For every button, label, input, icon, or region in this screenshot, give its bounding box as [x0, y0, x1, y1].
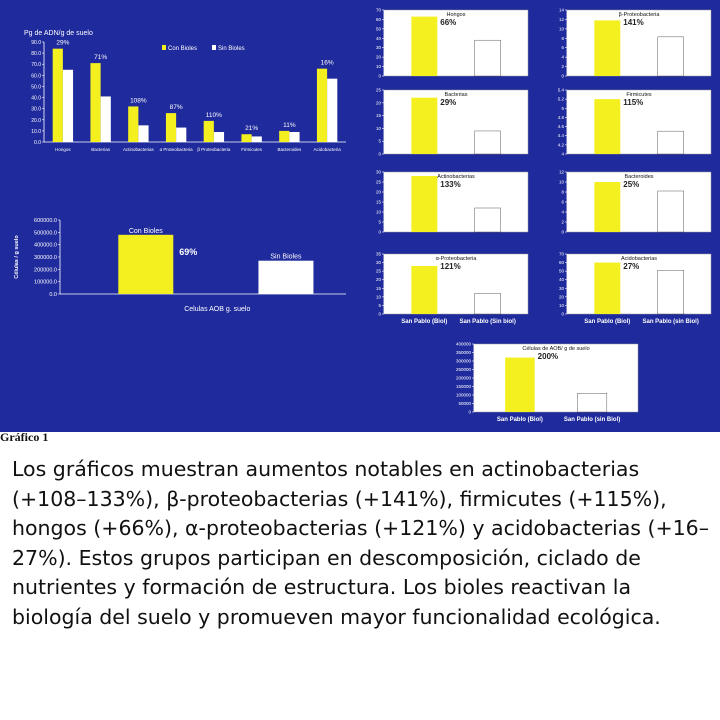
x-tick-label: San Pablo (Biol) — [584, 319, 631, 325]
percent-annotation: 69% — [179, 246, 198, 257]
y-tick-label: 90.0 — [31, 40, 41, 46]
y-tick-label: 5 — [378, 219, 381, 225]
y-tick-label: 10 — [375, 125, 381, 131]
chart-title: Actinobacterias — [437, 174, 475, 180]
bar-sin-biol — [214, 132, 224, 142]
y-tick-label: 0 — [378, 73, 381, 79]
beta-proteobacteria-chart — [545, 8, 715, 78]
x-tick-label: Firmicutes — [241, 147, 263, 152]
x-tick-label: α Proteobacteria — [159, 147, 193, 152]
y-tick-label: 35 — [375, 251, 381, 257]
bar-sin-biol — [289, 132, 299, 142]
y-tick-label: 12 — [558, 169, 564, 175]
y-tick-label: 4 — [561, 54, 564, 60]
bar-con-biol — [317, 69, 327, 142]
percent-annotation: 29% — [56, 39, 70, 47]
aob-cells-small-chart — [452, 342, 642, 424]
y-tick-label: 10 — [375, 209, 381, 215]
x-tick-label: San Pablo (sin Biol) — [563, 417, 621, 423]
acidobacterias-chart — [545, 252, 715, 326]
y-tick-label: 70 — [558, 251, 564, 257]
chart-title: β-Proteobacteria — [618, 12, 660, 18]
x-tick-label: San Pablo (Biol) — [401, 319, 448, 325]
percent-annotation: 11% — [283, 121, 296, 129]
bar-sin-biol — [475, 293, 501, 314]
y-tick-label: 0 — [561, 229, 564, 235]
y-tick-label: 4.8 — [557, 114, 564, 120]
y-tick-label: 40 — [558, 277, 564, 283]
actinobacterias-chart-svg — [362, 170, 532, 234]
y-tick-label: 10 — [558, 179, 564, 185]
bar-label: Con Bioles — [128, 227, 163, 235]
bar-con-biol — [128, 106, 138, 142]
x-tick-label: San Pablo (Sin biol) — [459, 319, 516, 325]
y-tick-label: 300000 — [455, 358, 471, 364]
percent-annotation: 29% — [440, 98, 457, 107]
bar-con-biol — [411, 98, 437, 154]
acidobacterias-chart-svg — [545, 252, 715, 326]
y-tick-label: 4.6 — [557, 124, 564, 130]
y-tick-label: 100000 — [455, 392, 471, 398]
y-tick-label: 0 — [468, 409, 471, 415]
y-tick-label: 6 — [561, 45, 564, 51]
bar-sin-biol — [138, 125, 148, 142]
actinobacterias-chart — [362, 170, 532, 234]
y-tick-label: 0 — [378, 151, 381, 157]
bar-con-biol — [594, 20, 620, 76]
bar-con-biol — [53, 49, 63, 142]
percent-annotation: 16% — [320, 59, 334, 67]
y-tick-label: 4 — [561, 209, 564, 215]
y-tick-label: 15 — [375, 199, 381, 205]
y-tick-label: 70 — [375, 7, 381, 13]
chart-title: Acidobacterias — [620, 256, 658, 262]
bacterias-chart-svg — [362, 88, 532, 156]
percent-annotation: 115% — [623, 98, 644, 107]
chart-title: α-Proteobacteria — [435, 256, 477, 262]
y-tick-label: 0.0 — [49, 292, 57, 298]
bar-con-biol — [279, 131, 289, 142]
bacterias-chart — [362, 88, 532, 156]
y-tick-label: 80.0 — [31, 51, 41, 58]
y-tick-label: 20 — [375, 189, 381, 195]
chart-title: Células de AOB/ g de suelo — [522, 346, 590, 352]
y-tick-label: 30.0 — [31, 106, 41, 113]
bar-con-biol — [166, 113, 176, 142]
y-axis-label: Células / g suelo — [14, 235, 20, 279]
chart-title: Hongos — [446, 12, 466, 18]
aob-cells-chart-svg — [10, 212, 355, 322]
x-tick-label: San Pablo (Biol) — [496, 417, 543, 423]
y-tick-label: 12 — [558, 16, 564, 22]
y-tick-label: 4.4 — [557, 133, 564, 139]
main-dna-chart-svg — [20, 24, 350, 174]
y-tick-label: 10.0 — [31, 128, 41, 135]
bar-sin-biol — [658, 270, 684, 314]
legend-swatch — [212, 45, 216, 50]
y-tick-label: 200000 — [455, 375, 471, 381]
y-tick-label: 100000.0 — [34, 279, 57, 286]
y-tick-label: 20 — [375, 100, 381, 106]
percent-annotation: 200% — [537, 352, 559, 361]
bar-sin-biol — [475, 208, 501, 232]
main-dna-chart — [20, 24, 350, 174]
y-tick-label: 15 — [375, 285, 381, 291]
y-tick-label: 30 — [558, 285, 564, 291]
y-tick-label: 400000 — [455, 341, 471, 347]
y-tick-label: 14 — [558, 7, 564, 13]
percent-annotation: 121% — [440, 262, 461, 271]
y-tick-label: 10 — [375, 294, 381, 300]
y-tick-label: 8 — [561, 35, 564, 41]
hongos-chart-svg — [362, 8, 532, 78]
y-tick-label: 30 — [375, 45, 381, 51]
firmicutes-chart — [545, 88, 715, 156]
y-tick-label: 60.0 — [31, 73, 41, 80]
percent-annotation: 27% — [623, 262, 640, 271]
y-tick-label: 30 — [375, 169, 381, 175]
y-tick-label: 10 — [558, 302, 564, 308]
y-tick-label: 20.0 — [31, 117, 41, 124]
percent-annotation: 87% — [169, 104, 183, 112]
percent-annotation: 108% — [130, 97, 147, 105]
x-tick-label: Actinobacterias — [122, 147, 154, 152]
y-tick-label: 600000.0 — [34, 218, 57, 224]
y-tick-label: 350000 — [455, 350, 471, 355]
aob-cells-small-chart-svg — [452, 342, 642, 424]
y-tick-label: 400000.0 — [34, 242, 57, 249]
hongos-chart — [362, 8, 532, 78]
chart-title: Bacteroides — [624, 174, 654, 180]
bar-label: Sin Bioles — [270, 253, 302, 261]
aob-cells-chart — [10, 212, 355, 322]
bar-con-biol — [118, 235, 173, 294]
percent-annotation: 66% — [440, 18, 457, 27]
alpha-proteobacteria-chart-svg — [362, 252, 532, 326]
y-tick-label: 0 — [378, 229, 381, 235]
bar-sin-biol — [327, 79, 337, 142]
x-tick-label: Acidobacteria — [313, 147, 341, 152]
bar-con-biol — [411, 17, 437, 76]
y-tick-label: 25 — [375, 87, 381, 93]
bar-con-biol — [241, 134, 251, 142]
y-tick-label: 15 — [375, 113, 381, 119]
chart-title: Bacterias — [444, 92, 468, 98]
bar-sin-biol — [101, 96, 111, 142]
y-tick-label: 2 — [561, 64, 564, 70]
y-tick-label: 40 — [375, 35, 381, 41]
bar-sin-biol — [658, 37, 684, 76]
bar-con-biol — [594, 182, 620, 232]
bar-con-biol — [411, 266, 437, 314]
bar-con-biol — [594, 99, 620, 154]
y-tick-label: 5 — [378, 302, 381, 308]
x-tick-label: Bacteroides — [277, 147, 302, 152]
y-tick-label: 5.4 — [557, 87, 564, 93]
bar-sin-biol — [475, 131, 501, 154]
chart-title: Pg de ADN/g de suelo — [24, 30, 93, 37]
x-tick-label: Bacterias — [91, 147, 111, 152]
y-tick-label: 70.0 — [31, 62, 41, 69]
y-tick-label: 8 — [561, 189, 564, 195]
y-tick-label: 50 — [558, 268, 564, 274]
y-tick-label: 0 — [561, 311, 564, 317]
percent-annotation: 141% — [623, 18, 644, 27]
y-tick-label: 150000 — [455, 384, 471, 389]
bar-sin-biol — [176, 128, 186, 142]
x-tick-label: San Pablo (sin Biol) — [642, 319, 699, 325]
y-tick-label: 250000 — [455, 367, 471, 372]
bar-sin-biol — [258, 261, 313, 294]
percent-annotation: 25% — [623, 180, 640, 189]
y-tick-label: 60 — [375, 16, 381, 22]
beta-proteobacteria-chart-svg — [545, 8, 715, 78]
x-axis-label: Celulas AOB g. suelo — [184, 306, 251, 313]
firmicutes-chart-svg — [545, 88, 715, 156]
y-tick-label: 60 — [558, 260, 564, 266]
legend-swatch — [162, 45, 166, 50]
bar-sin-biol — [658, 191, 684, 232]
figure-caption: Gráfico 1 — [0, 430, 49, 444]
y-tick-label: 50 — [375, 26, 381, 32]
y-tick-label: 20 — [375, 277, 381, 283]
y-tick-label: 0.0 — [34, 140, 41, 146]
bacteroides-chart-svg — [545, 170, 715, 234]
description-text: Los gráficos muestran aumentos notables en actinobacterias (+108–133%), β-proteobacterias (+141%), firmicutes (+115%), hongos (+66%), α-proteobacterias (+121%) y acidobacterias (+16–27%). Estos grupos participan en descomposición, ciclado de nutrientes y formación de estructura. Los bioles reactivan la biología del suelo y promueven mayor funcionalidad ecológica. — [12, 457, 709, 629]
y-tick-label: 50.0 — [31, 84, 41, 91]
y-tick-label: 500000.0 — [34, 230, 57, 237]
y-tick-label: 0 — [378, 311, 381, 317]
y-tick-label: 2 — [561, 219, 564, 225]
y-tick-label: 0 — [561, 73, 564, 79]
bar-con-biol — [204, 121, 214, 142]
y-tick-label: 10 — [375, 64, 381, 70]
y-tick-label: 10 — [558, 26, 564, 32]
y-tick-label: 20 — [375, 54, 381, 60]
y-tick-label: 25 — [375, 179, 381, 185]
bar-sin-biol — [252, 136, 262, 142]
percent-annotation: 21% — [245, 125, 259, 133]
y-tick-label: 6 — [561, 199, 564, 205]
alpha-proteobacteria-chart — [362, 252, 532, 326]
y-tick-label: 200000.0 — [34, 267, 57, 274]
y-tick-label: 50000 — [458, 401, 471, 406]
bacteroides-chart — [545, 170, 715, 234]
x-tick-label: β Proteobacteria — [197, 147, 231, 152]
y-tick-label: 25 — [375, 268, 381, 274]
bar-sin-biol — [577, 393, 607, 412]
bar-sin-biol — [63, 70, 73, 142]
legend-label: Sin Bioles — [218, 46, 245, 52]
y-tick-label: 4.2 — [557, 142, 564, 148]
y-tick-label: 5.2 — [557, 96, 564, 102]
x-tick-label: Hongos — [55, 147, 71, 152]
bar-con-biol — [594, 263, 620, 314]
percent-annotation: 71% — [94, 54, 108, 62]
bar-con-biol — [505, 358, 535, 412]
bar-sin-biol — [475, 40, 501, 76]
bar-sin-biol — [658, 131, 684, 154]
percent-annotation: 133% — [440, 180, 461, 189]
y-tick-label: 5 — [378, 138, 381, 144]
y-tick-label: 40.0 — [31, 95, 41, 102]
y-tick-label: 5 — [561, 105, 564, 111]
bar-con-biol — [411, 176, 437, 232]
chart-title: Firmicutes — [626, 92, 652, 98]
y-tick-label: 300000.0 — [34, 255, 57, 261]
percent-annotation: 110% — [205, 111, 222, 119]
bar-con-biol — [90, 63, 100, 142]
y-tick-label: 30 — [375, 260, 381, 266]
legend-label: Con Bioles — [168, 46, 198, 52]
y-tick-label: 4 — [561, 151, 564, 157]
y-tick-label: 20 — [558, 294, 564, 300]
